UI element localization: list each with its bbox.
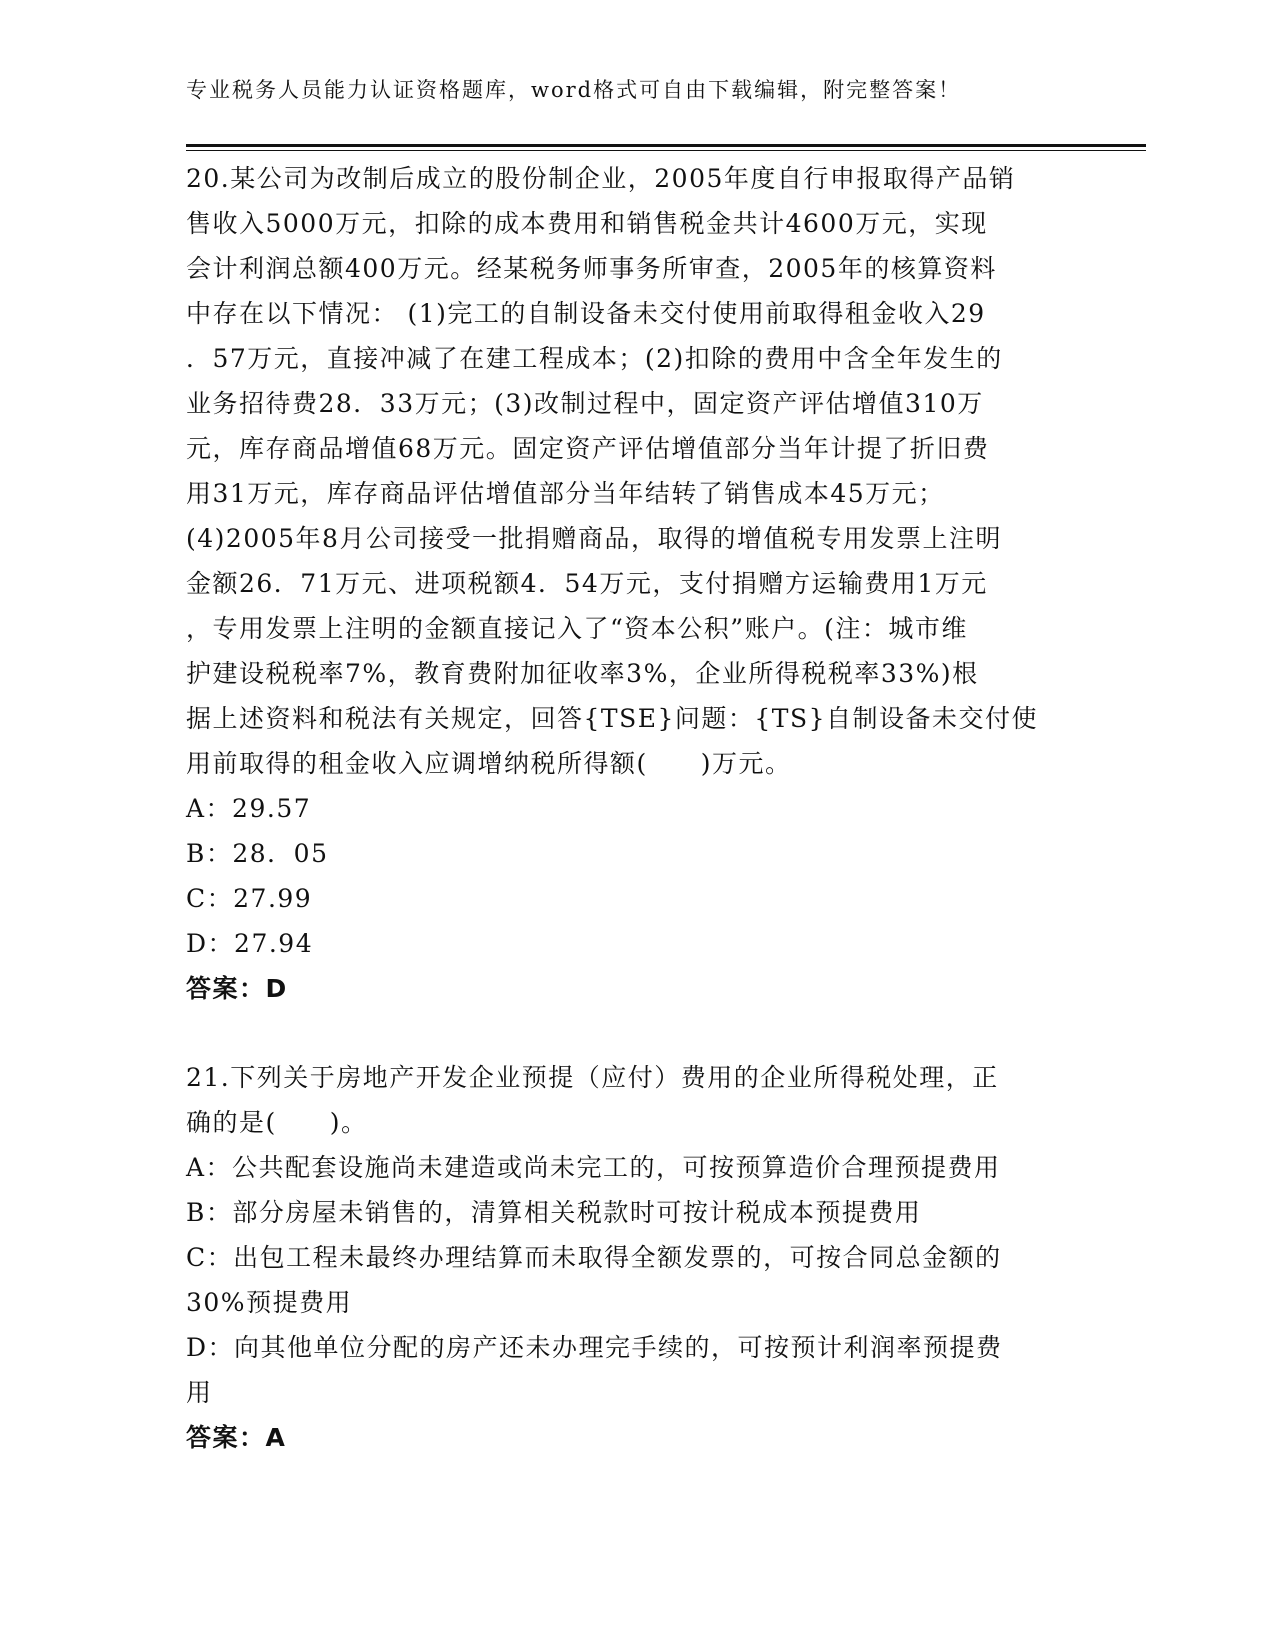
question-text-line: 据上述资料和税法有关规定，回答{TSE}问题：{TS}自制设备未交付使 [186, 704, 1038, 733]
question-text-line: 会计利润总额400万元。经某税务师事务所审查，2005年的核算资料 [186, 254, 997, 283]
option-d-continued: 用 [186, 1378, 213, 1407]
question-text-line: 金额26．71万元、进项税额4．54万元，支付捐赠方运输费用1万元 [186, 569, 988, 598]
question-21 [186, 1055, 1086, 1460]
question-text-line: 确的是( )。 [186, 1108, 368, 1137]
question-text-line: 业务招待费28．33万元；(3)改制过程中，固定资产评估增值310万 [186, 389, 984, 418]
question-text-line: (4)2005年8月公司接受一批捐赠商品，取得的增值税专用发票上注明 [186, 524, 1002, 553]
question-text-line: 用前取得的租金收入应调增纳税所得额( )万元。 [186, 749, 792, 778]
question-text-line: 护建设税税率7%，教育费附加征收率3%，企业所得税税率33%)根 [186, 659, 979, 688]
answer-label: 答案：D [186, 974, 288, 1003]
option-a: A：公共配套设施尚未建造或尚未完工的，可按预算造价合理预提费用 [186, 1153, 1001, 1182]
question-text-line: 21.下列关于房地产开发企业预提（应付）费用的企业所得税处理，正 [186, 1063, 999, 1092]
question-text-line: 元，库存商品增值68万元。固定资产评估增值部分当年计提了折旧费 [186, 434, 990, 463]
question-list [186, 156, 1086, 1460]
option-d: D：向其他单位分配的房产还未办理完手续的，可按预计利润率预提费 [186, 1333, 1003, 1362]
header-rule-thin [186, 150, 1146, 151]
option-c: C：出包工程未最终办理结算而未取得全额发票的，可按合同总金额的 [186, 1243, 1002, 1272]
question-text-line: ，专用发票上注明的金额直接记入了“资本公积”账户。(注：城市维 [186, 614, 968, 643]
header-rule-thick [186, 144, 1146, 147]
question-text-line: 20.某公司为改制后成立的股份制企业，2005年度自行申报取得产品销 [186, 164, 1016, 193]
question-spacer [186, 1011, 1086, 1055]
option-d: D：27.94 [186, 929, 314, 958]
question-text-line: ．57万元，直接冲减了在建工程成本；(2)扣除的费用中含全年发生的 [186, 344, 1003, 373]
option-a: A：29.57 [186, 794, 312, 823]
option-c: C：27.99 [186, 884, 313, 913]
option-c-continued: 30%预提费用 [186, 1288, 353, 1317]
option-b: B：部分房屋未销售的，清算相关税款时可按计税成本预提费用 [186, 1198, 922, 1227]
question-text-line: 中存在以下情况： (1)完工的自制设备未交付使用前取得租金收入29 [186, 299, 986, 328]
page-header: 专业税务人员能力认证资格题库，word格式可自由下载编辑，附完整答案！ [186, 78, 962, 102]
option-b: B：28．05 [186, 839, 329, 868]
question-20 [186, 156, 1086, 1011]
answer-label: 答案：A [186, 1423, 287, 1452]
question-text-line: 用31万元，库存商品评估增值部分当年结转了销售成本45万元； [186, 479, 945, 508]
question-text-line: 售收入5000万元，扣除的成本费用和销售税金共计4600万元，实现 [186, 209, 988, 238]
